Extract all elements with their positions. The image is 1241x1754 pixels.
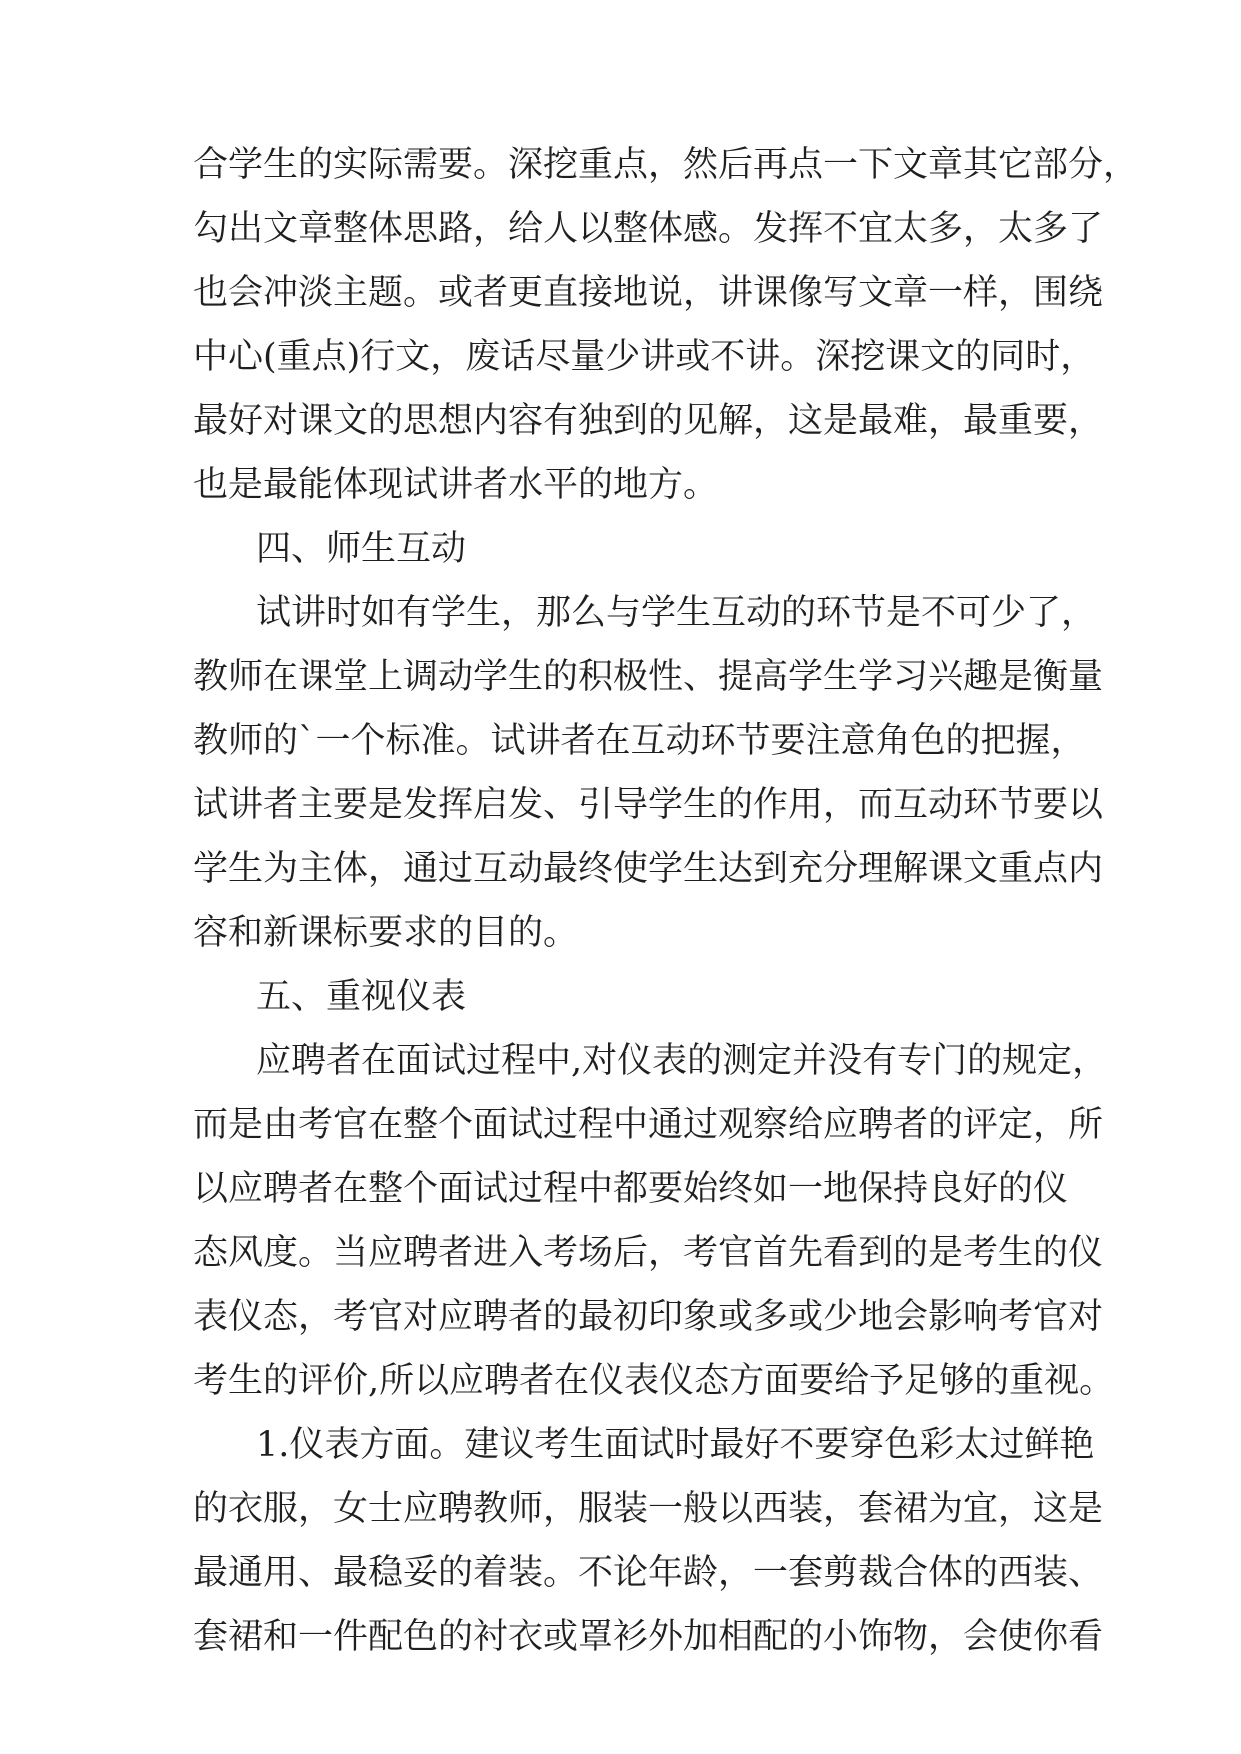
body-line: 应聘者在面试过程中,对仪表的测定并没有专门的规定， (256, 1041, 1108, 1081)
body-line: 而是由考官在整个面试过程中通过观察给应聘者的评定，所 (193, 1105, 1104, 1145)
body-line: 勾出文章整体思路，给人以整体感。发挥不宜太多，太多了 (193, 209, 1104, 249)
body-line: 也是最能体现试讲者水平的地方。 (193, 465, 719, 505)
body-line: 态风度。当应聘者进入考场后，考官首先看到的是考生的仪 (193, 1233, 1104, 1273)
body-line: 套裙和一件配色的衬衣或罩衫外加相配的小饰物，会使你看 (193, 1617, 1104, 1657)
body-line: 考生的评价,所以应聘者在仪表仪态方面要给予足够的重视。 (193, 1361, 1115, 1401)
section-heading: 五、重视仪表 (256, 977, 467, 1017)
body-line: 最通用、最稳妥的着装。不论年龄，一套剪裁合体的西装、 (193, 1553, 1104, 1593)
body-line: 1.仪表方面。建议考生面试时最好不要穿色彩太过鲜艳 (256, 1425, 1095, 1465)
body-line: 容和新课标要求的目的。 (193, 913, 579, 953)
body-line: 合学生的实际需要。深挖重点，然后再点一下文章其它部分， (193, 145, 1139, 185)
body-line: 表仪态，考官对应聘者的最初印象或多或少地会影响考官对 (193, 1297, 1104, 1337)
body-line: 教师在课堂上调动学生的积极性、提高学生学习兴趣是衡量 (193, 657, 1104, 697)
section-heading: 四、师生互动 (256, 529, 467, 569)
body-line: 教师的`一个标准。试讲者在互动环节要注意角色的把握， (193, 721, 1086, 761)
body-line: 试讲时如有学生，那么与学生互动的环节是不可少了， (256, 593, 1097, 633)
body-line: 试讲者主要是发挥启发、引导学生的作用，而互动环节要以 (193, 785, 1104, 825)
body-line: 的衣服，女士应聘教师，服装一般以西装，套裙为宜，这是 (193, 1489, 1104, 1529)
body-line: 最好对课文的思想内容有独到的见解，这是最难，最重要， (193, 401, 1104, 441)
body-line: 以应聘者在整个面试过程中都要始终如一地保持良好的仪 (193, 1169, 1069, 1209)
body-line: 中心(重点)行文，废话尽量少讲或不讲。深挖课文的同时， (193, 337, 1096, 377)
body-line: 学生为主体，通过互动最终使学生达到充分理解课文重点内 (193, 849, 1104, 889)
body-line: 也会冲淡主题。或者更直接地说，讲课像写文章一样，围绕 (193, 273, 1104, 313)
